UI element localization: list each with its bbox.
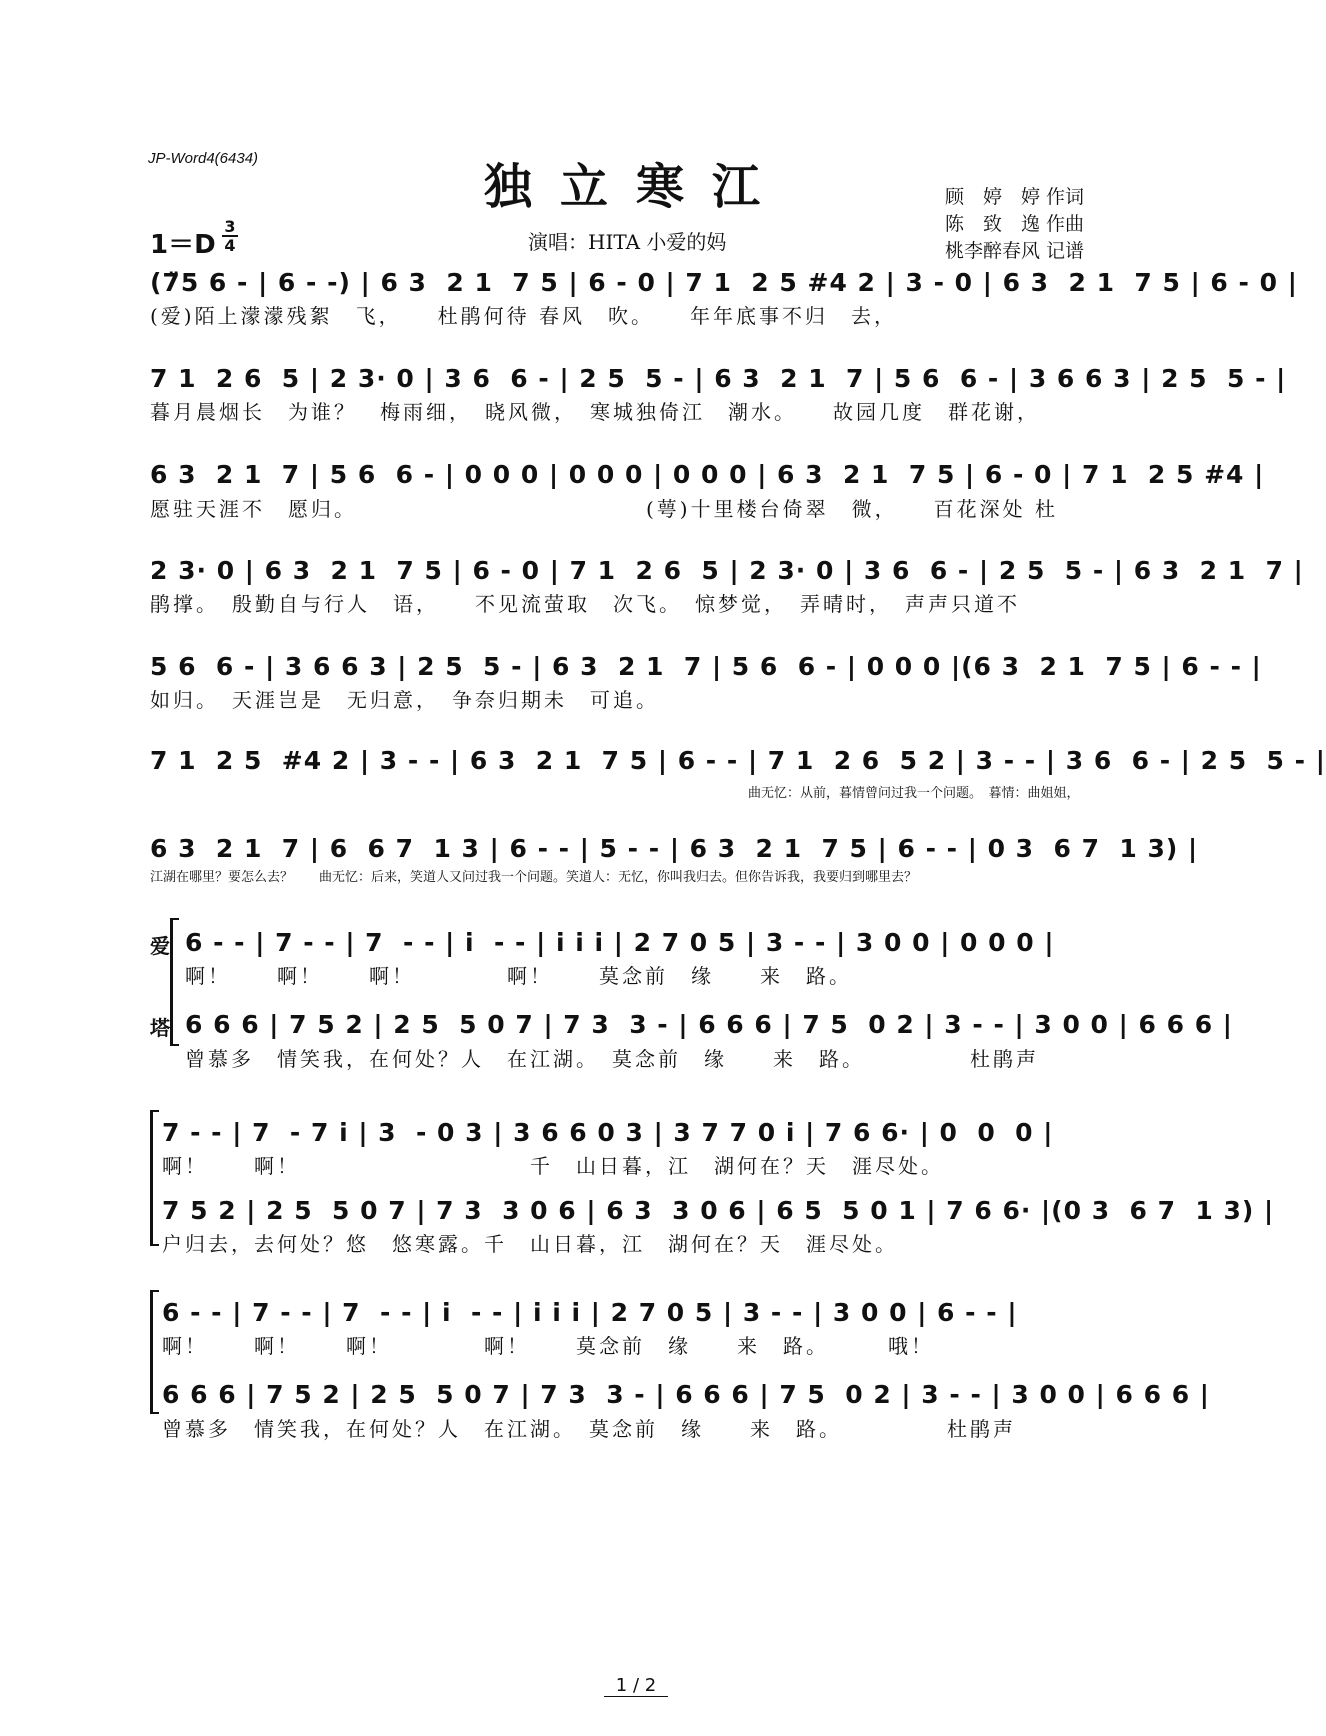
- credit-lyricist: 顾 婷 婷 作词: [945, 186, 1085, 208]
- notes: 6 - - | 7 - - | 7 - - | i - - | i i i | 2 7 0 5 | 3 - - | 3 0 0 | 6 - - |: [162, 1298, 1018, 1327]
- notes: 6 6 6 | 7 5 2 | 2 5 5 0 7 | 7 3 3 - | 6 6 6 | 7 5 0 2 | 3 - - | 3 0 0 | 6 6 6 |: [162, 1380, 1210, 1409]
- time-signature-top: 3: [224, 217, 236, 236]
- lyric-line-5: 如归。 天涯岂是 无归意， 争奈归期未 可追。: [150, 688, 659, 712]
- duet-lower-lyric-2: 户归去，去何处？悠 悠寒露。千 山日暮，江 湖何在？天 涯尽处。: [162, 1232, 898, 1256]
- time-signature: [222, 218, 238, 254]
- notes: 7 1 2 5 #4 2 | 3 - - | 6 3 2 1 7 5 | 6 - - | 7 1 2 6 5 2 | 3 - - | 3 6 6 - | 2 5 5 - |: [150, 746, 1326, 775]
- page-number-text: 1 / 2: [604, 1675, 668, 1697]
- singer-info: 演唱：HITA 小爱的妈: [528, 230, 727, 254]
- notes: 5 6 6 - | 3 6 6 3 | 2 5 5 - | 6 3 2 1 7 | 5 6 6 - | 0 0 0 |(6 3 2 1 7 5 | 6 - - |: [150, 652, 1262, 681]
- system-brace: [150, 1110, 159, 1246]
- credit-transcriber: 桃李醉春风 记谱: [945, 240, 1085, 262]
- system-brace: [170, 918, 179, 1046]
- notes: 7 - - | 7 - 7 i | 3 - 0 3 | 3 6 6 0 3 | 3 7 7 0 i | 7 6 6· | 0 0 0 |: [162, 1118, 1054, 1147]
- time-signature-bottom: 4: [222, 235, 238, 254]
- notes: (7̈5 6 - | 6 - -) | 6 3 2 1 7 5 | 6 - 0 | 7 1 2 5 #4 2 | 3 - 0 | 6 3 2 1 7 5 | 6 - 0 |: [150, 268, 1298, 297]
- duet-upper-lyric-1: 啊！ 啊！ 啊！ 啊！ 莫念前 缘 来 路。: [185, 964, 852, 988]
- dialogue-line-2: 江湖在哪里？要怎么去？ 曲无忆：后来，笑道人又问过我一个问题。笑道人：无忆，你叫我归去。但你告诉我，我要归到哪里去？: [150, 870, 918, 885]
- notes: 6 3 2 1 7 | 5 6 6 - | 0 0 0 | 0 0 0 | 0 0 0 | 6 3 2 1 7 5 | 6 - 0 | 7 1 2 5 #4 |: [150, 460, 1265, 489]
- duet-upper-lyric-3: 啊！ 啊！ 啊！ 啊！ 莫念前 缘 来 路。 哦！: [162, 1334, 934, 1358]
- notes: 6 6 6 | 7 5 2 | 2 5 5 0 7 | 7 3 3 - | 6 6 6 | 7 5 0 2 | 3 - - | 3 0 0 | 6 6 6 |: [185, 1010, 1233, 1039]
- notes: 7 1 2 6 5 | 2 3· 0 | 3 6 6 - | 2 5 5 - | 6 3 2 1 7 | 5 6 6 - | 3 6 6 3 | 2 5 5 - |: [150, 364, 1287, 393]
- key-signature: 1＝D: [150, 230, 216, 260]
- notes: 2 3· 0 | 6 3 2 1 7 5 | 6 - 0 | 7 1 2 6 5 | 2 3· 0 | 3 6 6 - | 2 5 5 - | 6 3 2 1 7 |: [150, 556, 1304, 585]
- lyric-line-1: (爱)陌上濛濛残絮 飞， 杜鹃何待 春风 吹。 年年底事不归 去，: [150, 304, 897, 328]
- credit-composer: 陈 致 逸 作曲: [945, 213, 1085, 235]
- duet-lower-lyric-1: 曾慕多 情笑我，在何处？人 在江湖。 莫念前 缘 来 路。 杜鹃声: [185, 1047, 1039, 1071]
- source-label: JP-Word4(6434): [148, 150, 259, 167]
- system-brace: [150, 1290, 159, 1414]
- credits: [945, 184, 1084, 265]
- lyric-line-2: 暮月晨烟长 为谁？ 梅雨细， 晓风微， 寒城独倚江 潮水。 故园几度 群花谢，: [150, 400, 1040, 424]
- lyric-line-4: 鹃撑。 殷勤自与行人 语， 不见流萤取 次飞。 惊梦觉， 弄晴时， 声声只道不: [150, 592, 1020, 616]
- song-title: 独立寒江: [483, 159, 788, 215]
- part-label-lower: 塔: [150, 1016, 170, 1040]
- dialogue-line-1: 曲无忆：从前，暮情曾问过我一个问题。 暮情：曲姐姐，: [150, 786, 1080, 801]
- part-label-upper: 爱: [150, 934, 170, 958]
- notes: 6 - - | 7 - - | 7 - - | i - - | i i i | 2 7 0 5 | 3 - - | 3 0 0 | 0 0 0 |: [185, 928, 1055, 957]
- notes: 7 5 2 | 2 5 5 0 7 | 7 3 3 0 6 | 6 3 3 0 6 | 6 5 5 0 1 | 7 6 6· |(0 3 6 7 1 3) |: [162, 1196, 1275, 1225]
- duet-upper-lyric-2: 啊！ 啊！ 千 山日暮，江 湖何在？天 涯尽处。: [162, 1154, 944, 1178]
- notation-line-6: [150, 746, 1326, 786]
- notes: 6 3 2 1 7 | 6 6 7 1 3 | 6 - - | 5 - - | 6 3 2 1 7 5 | 6 - - | 0 3 6 7 1 3) |: [150, 834, 1199, 863]
- page-number: [0, 1675, 1272, 1696]
- lyric-line-3: 愿驻天涯不 愿归。 (萼)十里楼台倚翠 微， 百花深处 杜: [150, 497, 1058, 521]
- duet-lower-lyric-3: 曾慕多 情笑我，在何处？人 在江湖。 莫念前 缘 来 路。 杜鹃声: [162, 1417, 1016, 1441]
